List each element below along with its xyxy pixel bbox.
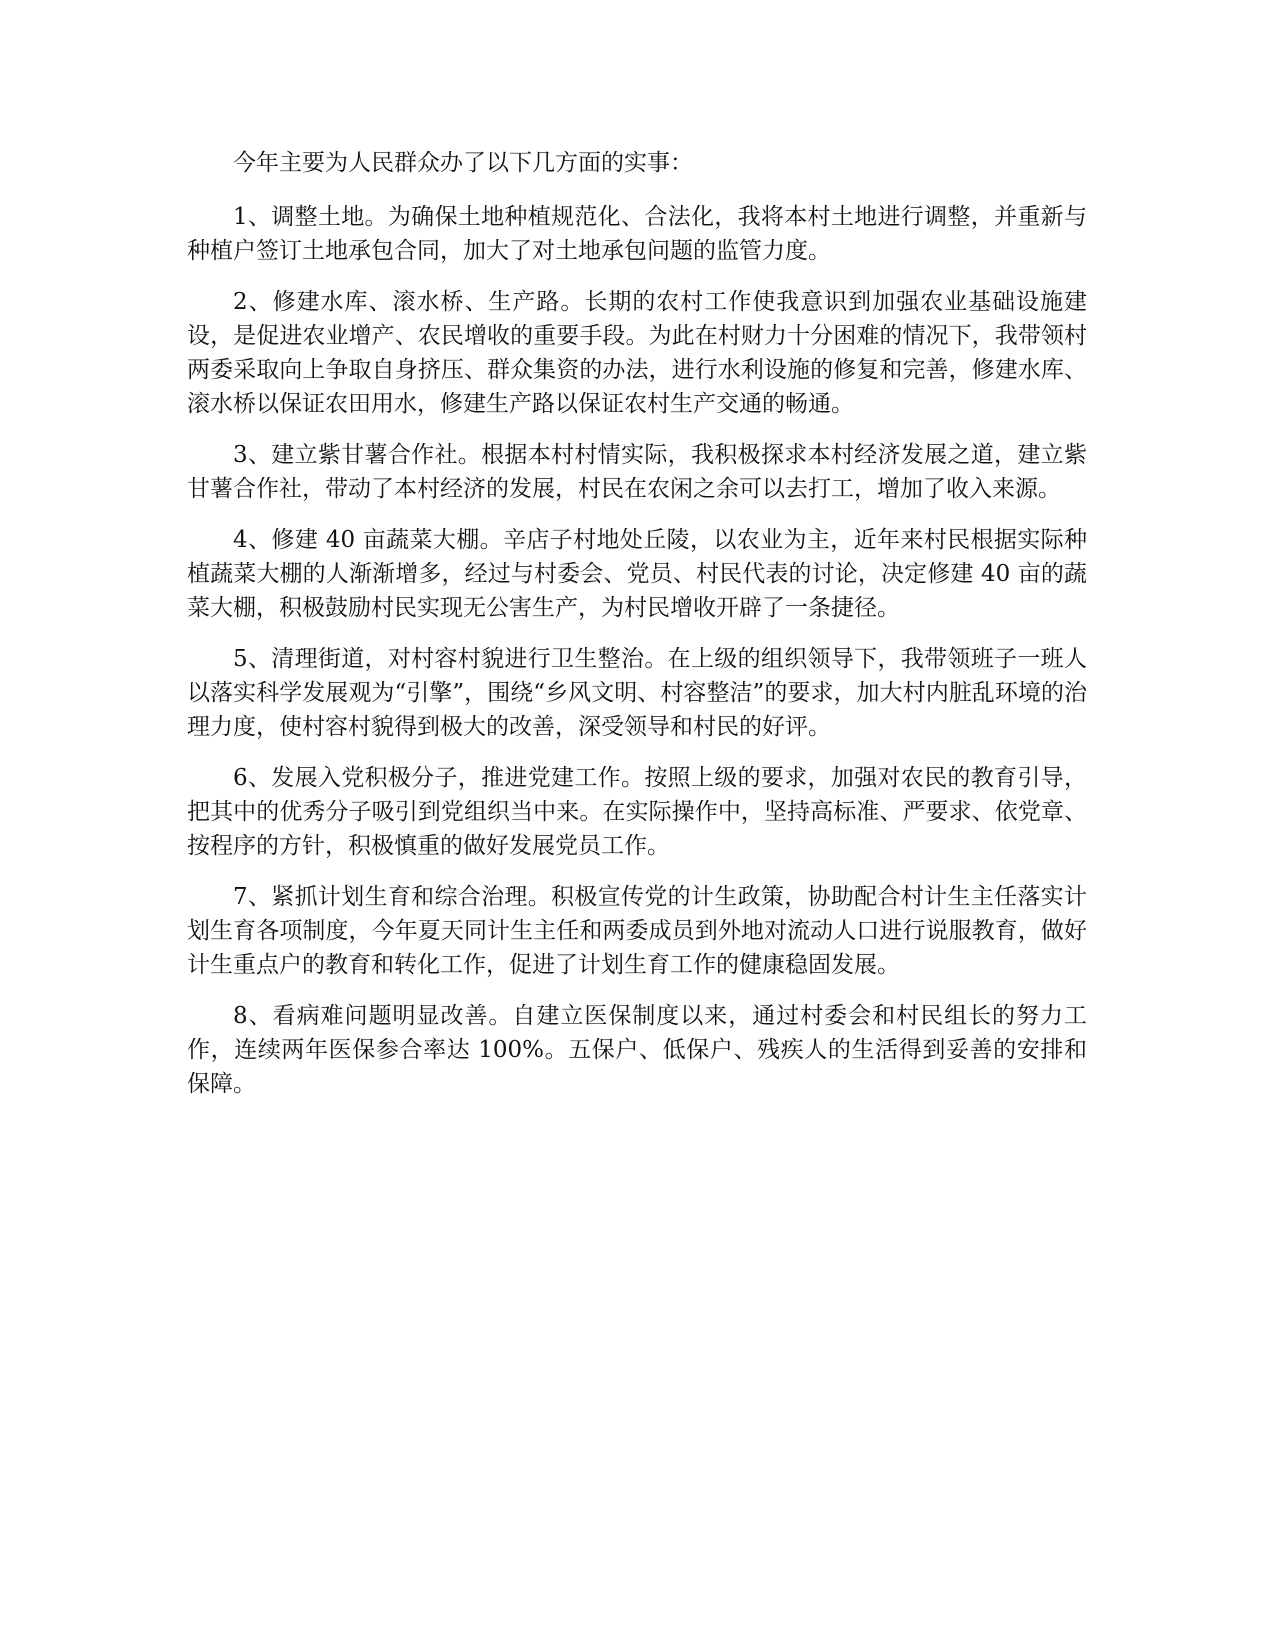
paragraph-7: 7、紧抓计划生育和综合治理。积极宣传党的计生政策，协助配合村计生主任落实计划生育各项制度，今年夏天同计生主任和两委成员到外地对流动人口进行说服教育，做好计生重点户的教育和转化工作，促进了计划生育工作的健康稳固发展。: [187, 884, 1087, 978]
document-body: [187, 146, 1087, 1118]
paragraph-2: 2、修建水库、滚水桥、生产路。长期的农村工作使我意识到加强农业基础设施建设，是促进农业增产、农民增收的重要手段。为此在村财力十分困难的情况下，我带领村两委采取向上争取自身挤压、群众集资的办法，进行水利设施的修复和完善，修建水库、滚水桥以保证农田用水，修建生产路以保证农村生产交通的畅通。: [187, 289, 1087, 417]
paragraph-1: 1、调整土地。为确保土地种植规范化、合法化，我将本村土地进行调整，并重新与种植户签订土地承包合同，加大了对土地承包问题的监管力度。: [187, 204, 1087, 264]
paragraph-8: 8、看病难问题明显改善。自建立医保制度以来，通过村委会和村民组长的努力工作，连续两年医保参合率达 100%。五保户、低保户、残疾人的生活得到妥善的安排和保障。: [187, 1003, 1087, 1097]
paragraph-3: 3、建立紫甘薯合作社。根据本村村情实际，我积极探求本村经济发展之道，建立紫甘薯合作社，带动了本村经济的发展，村民在农闲之余可以去打工，增加了收入来源。: [187, 442, 1087, 502]
paragraph-5: 5、清理街道，对村容村貌进行卫生整治。在上级的组织领导下，我带领班子一班人以落实科学发展观为“引擎”，围绕“乡风文明、村容整洁”的要求，加大村内脏乱环境的治理力度，使村容村貌得到极大的改善，深受领导和村民的好评。: [187, 646, 1087, 740]
intro-paragraph: 今年主要为人民群众办了以下几方面的实事：: [233, 150, 693, 176]
paragraph-6: 6、发展入党积极分子，推进党建工作。按照上级的要求，加强对农民的教育引导，把其中的优秀分子吸引到党组织当中来。在实际操作中，坚持高标准、严要求、依党章、按程序的方针，积极慎重的做好发展党员工作。: [187, 765, 1087, 859]
paragraph-4: 4、修建 40 亩蔬菜大棚。辛店子村地处丘陵，以农业为主，近年来村民根据实际种植蔬菜大棚的人渐渐增多，经过与村委会、党员、村民代表的讨论，决定修建 40 亩的蔬菜大棚，积极鼓励村民实现无公害生产，为村民增收开辟了一条捷径。: [187, 527, 1087, 621]
